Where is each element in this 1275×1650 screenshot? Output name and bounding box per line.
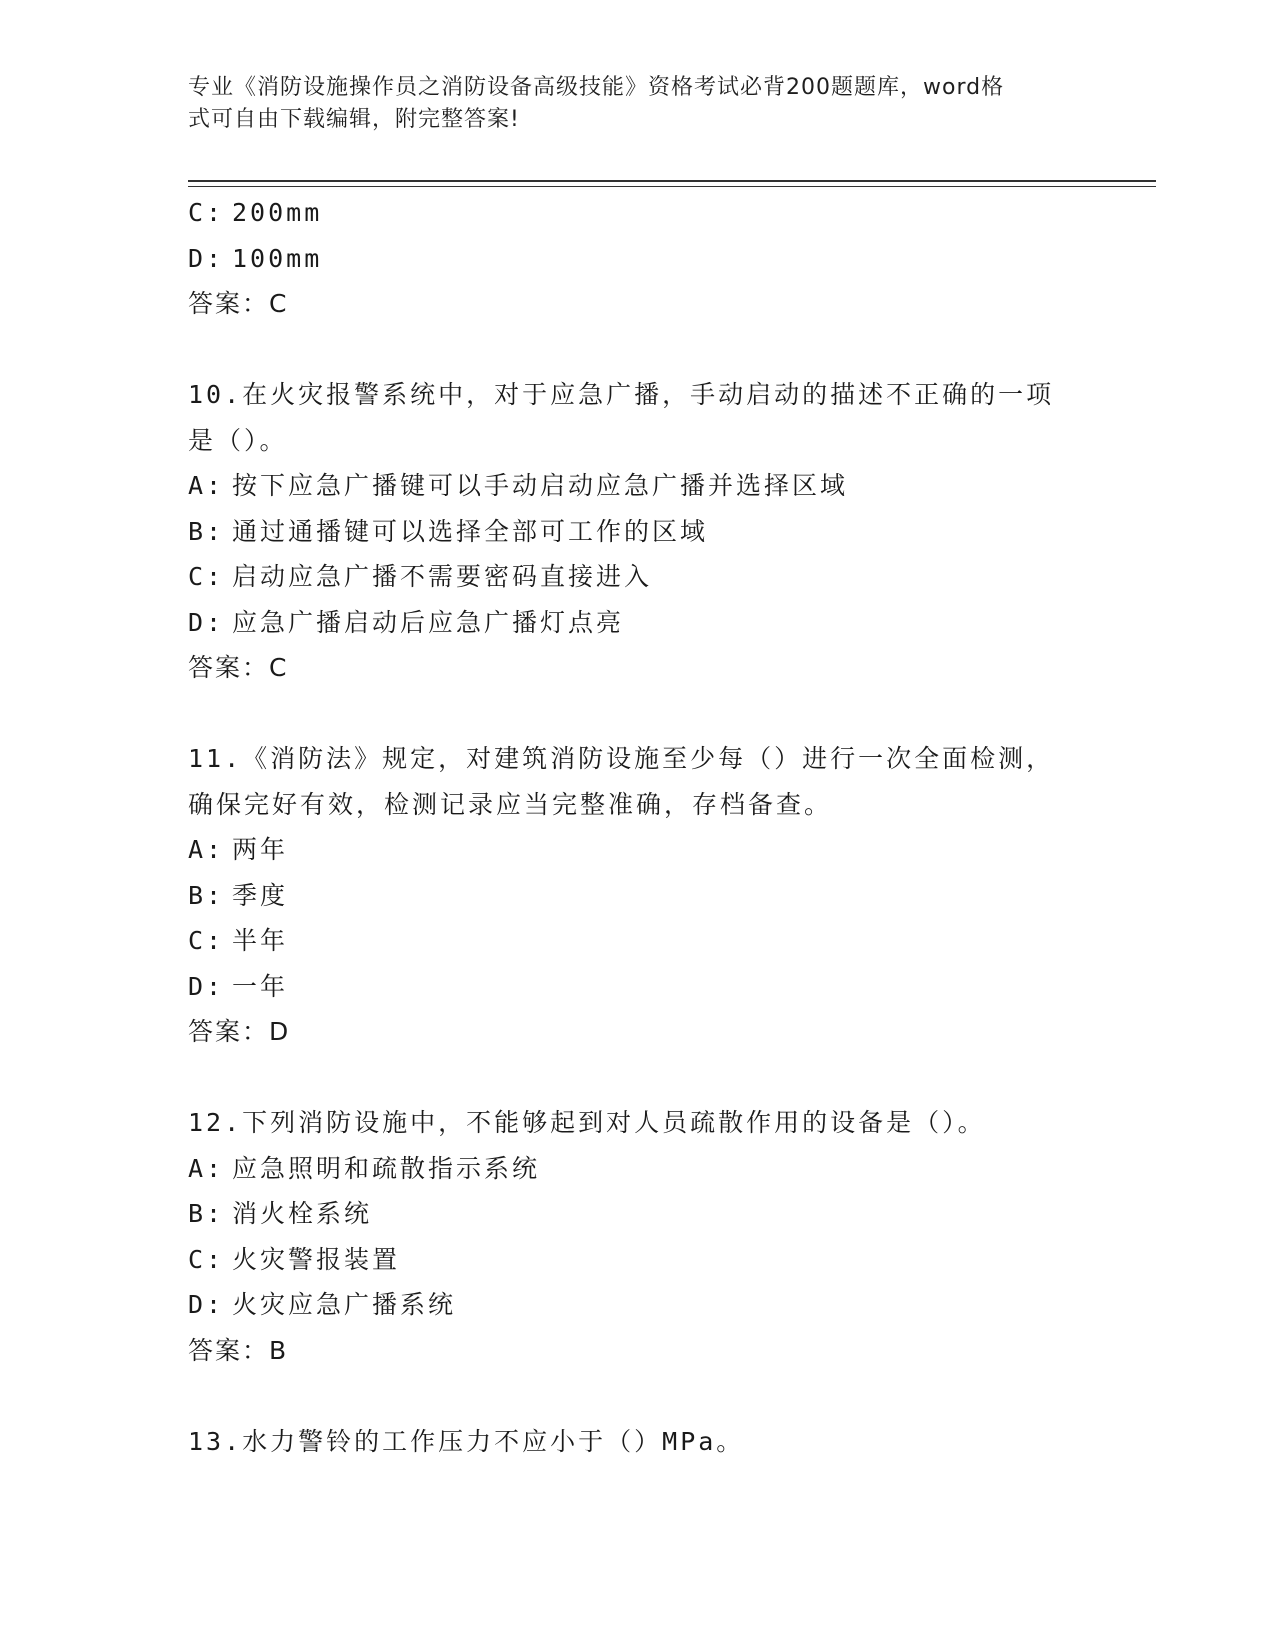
option-text: 通过通播键可以选择全部可工作的区域 xyxy=(232,516,709,546)
option-d xyxy=(188,1282,1148,1328)
answer-line: 答案：B xyxy=(188,1335,289,1365)
option-letter: A: xyxy=(188,471,225,500)
option-letter: B: xyxy=(188,880,225,910)
spacer xyxy=(188,1055,1148,1101)
option-text: 应急广播启动后应急广播灯点亮 xyxy=(232,607,625,637)
option-text: 启动应急广播不需要密码直接进入 xyxy=(232,562,653,591)
answer-line: 答案：D xyxy=(188,1017,291,1046)
header-divider-thick xyxy=(188,180,1156,182)
option-letter: C: xyxy=(188,562,225,591)
option-letter: A: xyxy=(188,1153,225,1183)
option-d xyxy=(188,964,1148,1010)
option-b xyxy=(188,1191,1148,1237)
spacer xyxy=(188,691,1148,737)
option-text: 100mm xyxy=(232,243,323,273)
question-11-text-line-2: 确保完好有效，检测记录应当完整准确，存档备查。 xyxy=(188,789,833,819)
question-11-text-line-1: 11.《消防法》规定，对建筑消防设施至少每（）进行一次全面检测， xyxy=(188,744,1055,773)
question-list xyxy=(188,190,1148,1464)
option-a xyxy=(188,1146,1148,1192)
option-text: 200mm xyxy=(232,198,323,227)
option-letter: C: xyxy=(188,1244,225,1274)
option-letter: A: xyxy=(188,835,225,864)
option-c xyxy=(188,1237,1148,1283)
question-10-text-line-2: 是（）。 xyxy=(188,425,288,455)
answer-line: 答案：C xyxy=(188,653,289,682)
option-text: 按下应急广播键可以手动启动应急广播并选择区域 xyxy=(232,471,849,500)
option-text: 火灾应急广播系统 xyxy=(232,1290,457,1319)
option-letter: D: xyxy=(188,607,225,637)
option-text: 一年 xyxy=(232,971,289,1001)
option-letter: D: xyxy=(188,1290,225,1319)
option-b xyxy=(188,873,1148,919)
spacer xyxy=(188,327,1148,373)
option-c xyxy=(188,190,1148,236)
option-letter: D: xyxy=(188,243,225,273)
question-13-text: 13.水力警铃的工作压力不应小于（）MPa。 xyxy=(188,1426,745,1456)
document-header xyxy=(188,72,1068,136)
option-text: 半年 xyxy=(232,926,289,955)
question-10-text-line-1: 10.在火灾报警系统中，对于应急广播，手动启动的描述不正确的一项 xyxy=(188,380,1055,409)
option-letter: D: xyxy=(188,971,225,1001)
option-letter: B: xyxy=(188,1199,225,1228)
option-letter: B: xyxy=(188,516,225,546)
option-c xyxy=(188,554,1148,600)
option-b xyxy=(188,509,1148,555)
answer-line: 答案：C xyxy=(188,289,289,318)
option-text: 消火栓系统 xyxy=(232,1199,373,1228)
option-a xyxy=(188,827,1148,873)
option-letter: C: xyxy=(188,198,225,227)
option-text: 季度 xyxy=(232,880,289,910)
option-text: 两年 xyxy=(232,835,289,864)
question-12-text: 12.下列消防设施中，不能够起到对人员疏散作用的设备是（）。 xyxy=(188,1108,986,1137)
header-line-2: 式可自由下载编辑，附完整答案! xyxy=(188,107,520,132)
option-text: 应急照明和疏散指示系统 xyxy=(232,1153,541,1183)
option-d xyxy=(188,600,1148,646)
header-divider-thin xyxy=(188,186,1156,187)
option-a xyxy=(188,463,1148,509)
option-letter: C: xyxy=(188,926,225,955)
option-text: 火灾警报装置 xyxy=(232,1244,401,1274)
option-d xyxy=(188,236,1148,282)
option-c xyxy=(188,918,1148,964)
spacer xyxy=(188,1373,1148,1419)
header-line-1: 专业《消防设施操作员之消防设备高级技能》资格考试必背200题题库，word格 xyxy=(188,75,1005,100)
